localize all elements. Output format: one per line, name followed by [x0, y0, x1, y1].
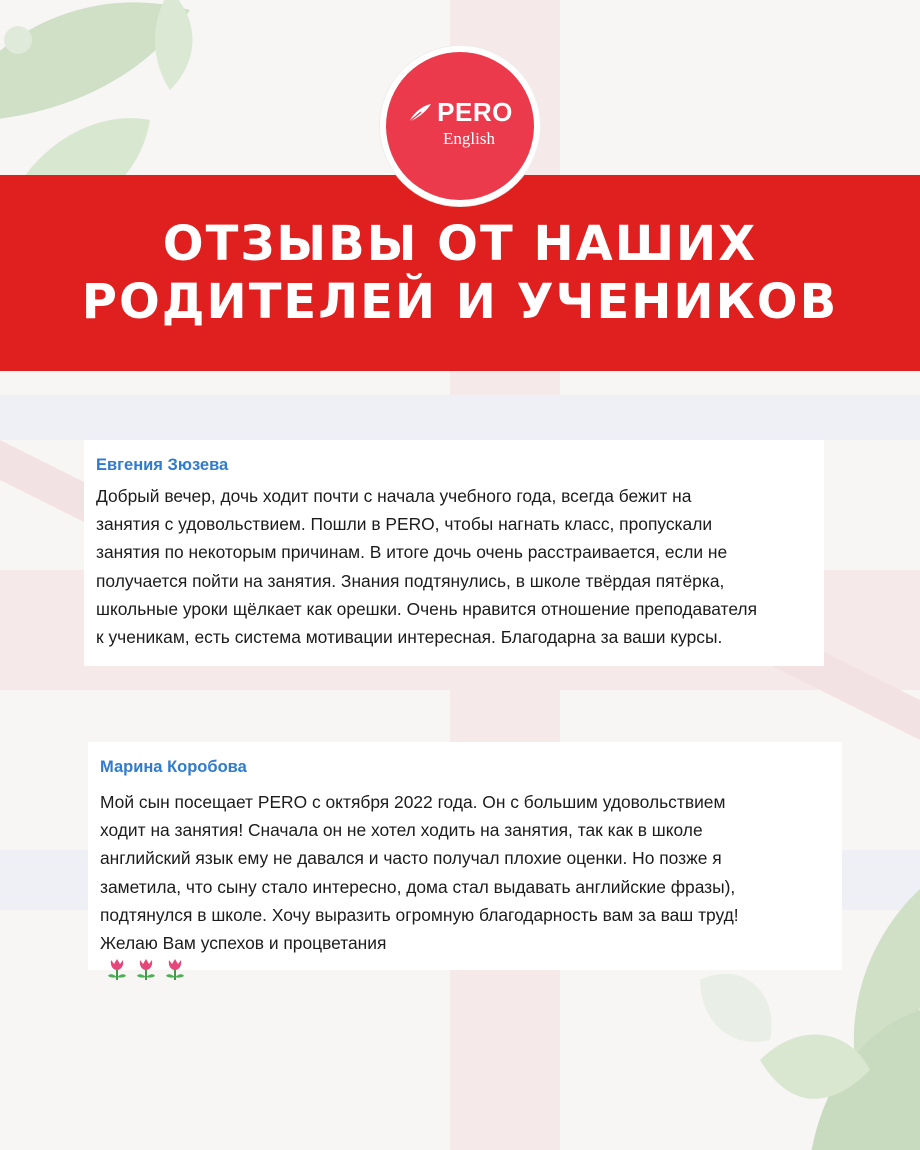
- tulip-icon: [106, 957, 128, 981]
- banner-title-line-2: РОДИТЕЛЕЙ И УЧЕНИКОВ: [81, 274, 839, 330]
- brand-logo: [380, 46, 540, 206]
- banner-title-line-1: ОТЗЫВЫ ОТ НАШИХ: [162, 216, 758, 272]
- review-text-line: Желаю Вам успехов и процветания: [100, 933, 387, 954]
- review-text-line: ходит на занятия! Сначала он не хотел ходить на занятия, так как в школе: [100, 820, 703, 841]
- brand-name: PERO: [437, 97, 513, 127]
- review-author: Евгения Зюзева: [96, 456, 229, 474]
- review-text-line: получается пойти на занятия. Знания подтянулись, в школе твёрдая пятёрка,: [96, 570, 725, 591]
- review-text-line-last: [100, 929, 739, 989]
- review-text-line: подтянулся в школе. Хочу выразить огромную благодарность вам за ваш труд!: [100, 904, 739, 925]
- review-text: [100, 788, 739, 989]
- review-text-line: Мой сын посещает PERO с октября 2022 года. Он с большим удовольствием: [100, 792, 726, 812]
- review-card: [84, 440, 824, 666]
- review-text-line: английский язык ему не давался и часто получал плохие оценки. Но позже я: [100, 848, 722, 869]
- review-text-line: заметила, что сыну стало интересно, дома стал выдавать английские фразы),: [100, 876, 736, 897]
- review-text: [96, 482, 757, 651]
- brand-subtitle: English: [443, 129, 495, 148]
- review-text-line: школьные уроки щёлкает как орешки. Очень нравится отношение преподавателя: [96, 598, 757, 619]
- review-text-line: занятия по некоторым причинам. В итоге дочь очень расстраивается, если не: [96, 542, 728, 563]
- feather-icon: [407, 102, 433, 124]
- tulip-icon: [135, 957, 157, 981]
- review-text-line: занятия с удовольствием. Пошли в PERO, чтобы нагнать класс, пропускали: [96, 514, 713, 535]
- review-text-line: к ученикам, есть система мотивации интересная. Благодарна за ваши курсы.: [96, 627, 723, 648]
- review-text-line: Добрый вечер, дочь ходит почти с начала учебного года, всегда бежит на: [96, 486, 692, 506]
- emoji-group: [106, 957, 739, 989]
- review-author: Марина Коробова: [100, 758, 247, 776]
- review-card: [88, 742, 842, 970]
- tulip-icon: [164, 957, 186, 981]
